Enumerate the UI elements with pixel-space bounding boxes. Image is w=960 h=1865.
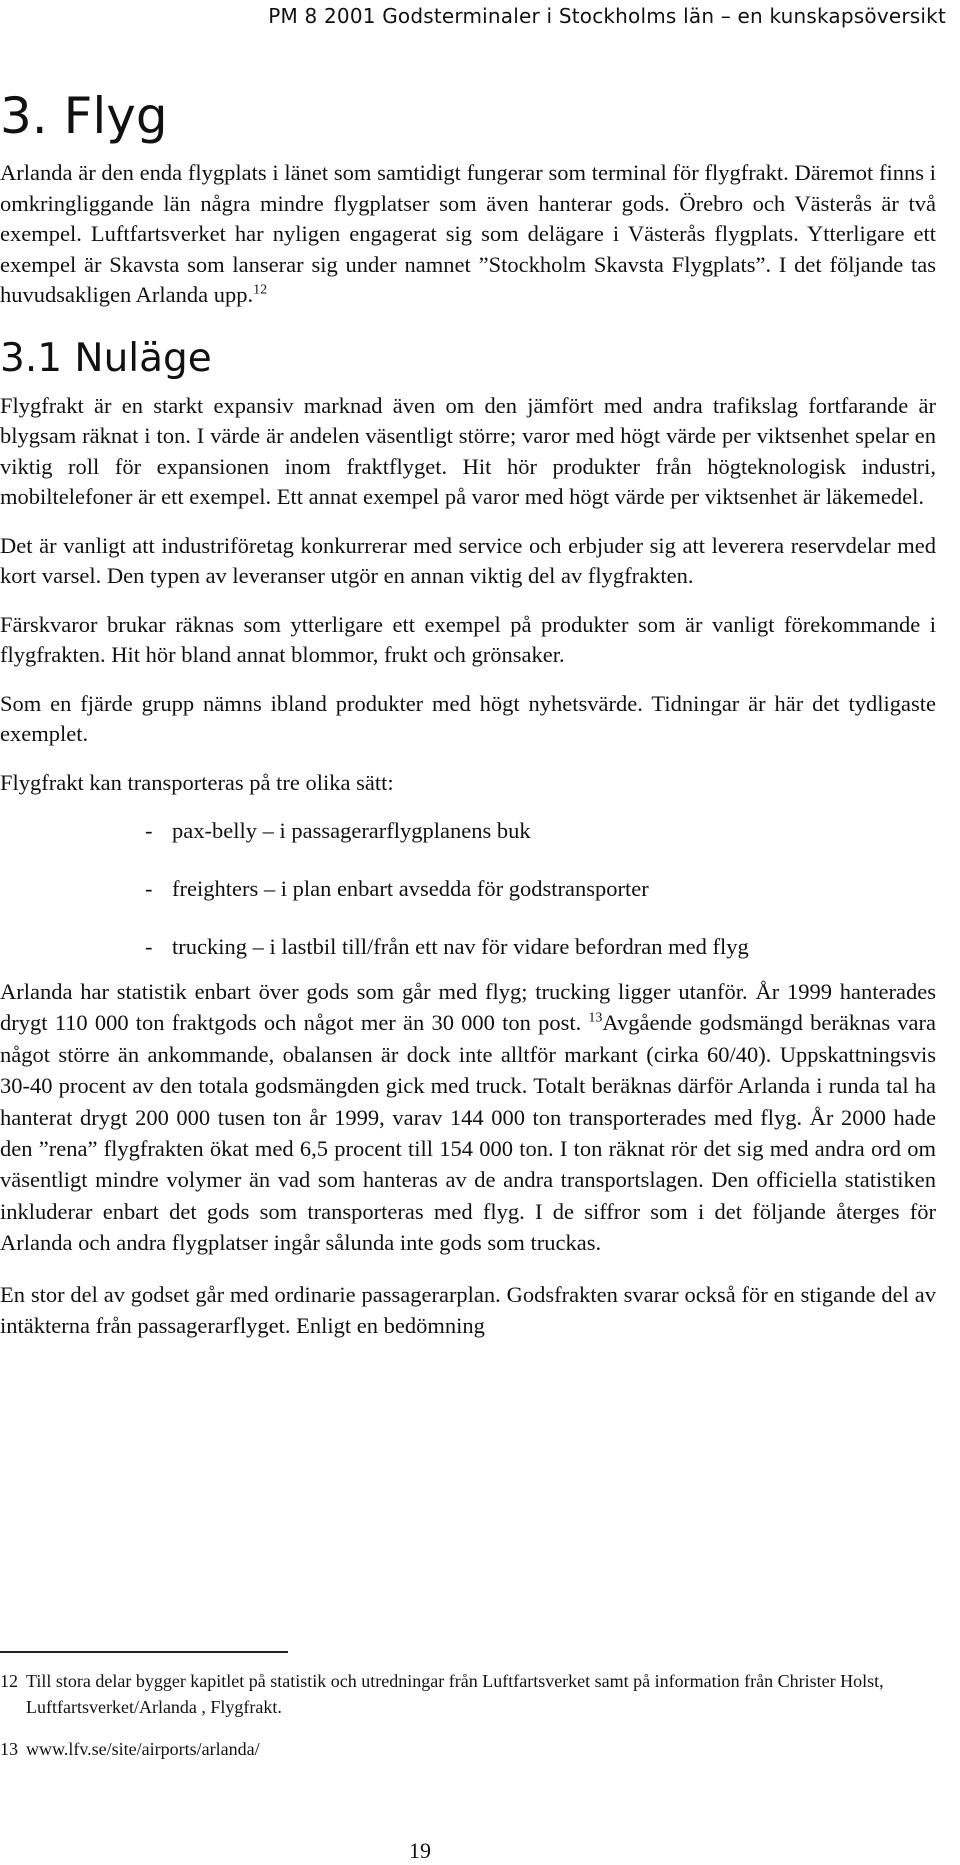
footnote-number: 13 bbox=[0, 1739, 18, 1759]
list-item-text: trucking – i lastbil till/från ett nav för vidare befordran med flyg bbox=[172, 934, 749, 959]
list-item-text: pax-belly – i passagerarflygplanens buk bbox=[172, 818, 531, 843]
footnote-divider bbox=[0, 1651, 288, 1653]
list-item bbox=[145, 860, 936, 918]
intro-text: Arlanda är den enda flygplats i länet som samtidigt fungerar som terminal för flygfrakt. Däremot finns i omkringliggande län några mindre flygplatser som även hanterar gods. Örebro och Västerås är två exempel. Luftfartsverket har nyligen engagerat sig som delägare i Västerås flygplats. Ytterligare ett exempel är Skavsta som lanserar sig under namnet ”Stockholm Skavsta Flygplats”. I det följande tas huvudsakligen Arlanda upp. bbox=[0, 160, 936, 307]
statistik-text-b: Avgående godsmängd beräknas vara något större än ankommande, obalansen är dock inte alltför markant (cirka 60/40). Uppskattningsvis 30-40 procent av den totala godsmängden gick med truck. Totalt beräknas därför Arlanda i runda tal ha hanterat drygt 200 000 tusen ton år 1999, varav 144 000 ton transporterades med flyg. År 2000 hade den ”rena” flygfrakten ökat med 6,5 procent till 154 000 ton. I ton räknat rör det sig med andra ord om väsentligt mindre volymer än vad som hanteras av de andra transportslagen. Den officiella statistiken inkluderar enbart det gods som transporteras med flyg. I de siffror som i det följande återges för Arlanda och andra flygplatser ingår sålunda inte gods som truckas. bbox=[0, 1010, 936, 1256]
intro-paragraph bbox=[0, 158, 936, 311]
footnote-text: Till stora delar bygger kapitlet på statistik och utredningar från Luftfartsverket samt på information från Christer Holst, Luftfartsverket/Arlanda , Flygfrakt. bbox=[26, 1671, 884, 1717]
paragraph-industriforetag: Det är vanligt att industriföretag konkurrerar med service och erbjuder sig att leverera reservdelar med kort varsel. Den typen av leveranser utgör en annan viktig del av flygfrakten. bbox=[0, 532, 936, 588]
list-item-text: freighters – i plan enbart avsedda för godstransporter bbox=[172, 876, 649, 901]
paragraph-transportsatt-intro: Flygfrakt kan transporteras på tre olika sätt: bbox=[0, 769, 394, 795]
running-header: PM 8 2001 Godsterminaler i Stockholms län – en kunskapsöversikt bbox=[268, 4, 946, 28]
statistik-text-a: Arlanda har statistik enbart över gods som går med flyg; trucking ligger utanför. År 1999 hanterades drygt 110 000 ton fraktgods och något mer än 30 000 ton post. bbox=[0, 979, 936, 1036]
transport-methods-list bbox=[0, 802, 936, 976]
footnote-13 bbox=[0, 1736, 900, 1762]
list-item bbox=[145, 918, 936, 976]
footnote-ref-13[interactable]: 13 bbox=[588, 1010, 603, 1026]
list-dash: - bbox=[145, 876, 153, 901]
page-number: 19 bbox=[409, 1838, 431, 1863]
chapter-title: 3. Flyg bbox=[0, 87, 168, 145]
paragraph-fjarde-grupp: Som en fjärde grupp nämns ibland produkter med högt nyhetsvärde. Tidningar är här det tydligaste exemplet. bbox=[0, 690, 936, 746]
footnote-ref-12[interactable]: 12 bbox=[253, 282, 268, 298]
footnotes bbox=[0, 1668, 900, 1762]
list-item bbox=[145, 802, 936, 860]
section-title: 3.1 Nuläge bbox=[0, 335, 212, 381]
footnote-number: 12 bbox=[0, 1671, 18, 1691]
list-dash: - bbox=[145, 818, 153, 843]
paragraph-arlanda-statistik bbox=[0, 976, 936, 1259]
page-content bbox=[0, 84, 936, 1341]
footnote-link[interactable]: www.lfv.se/site/airports/arlanda/ bbox=[26, 1739, 260, 1759]
list-dash: - bbox=[145, 934, 153, 959]
footnote-12 bbox=[0, 1668, 900, 1720]
paragraph-farskvaror: Färskvaror brukar räknas som ytterligare ett exempel på produkter som är vanligt förekommande i flygfrakten. Hit hör bland annat blommor, frukt och grönsaker. bbox=[0, 611, 936, 667]
paragraph-passagerarplan: En stor del av godset går med ordinarie passagerarplan. Godsfrakten svarar också för en stigande del av intäkterna från passagerarflyget. Enligt en bedömning bbox=[0, 1281, 936, 1339]
paragraph-flygfrakt-expansiv: Flygfrakt är en starkt expansiv marknad även om den jämfört med andra trafikslag fortfarande är blygsam räknat i ton. I värde är andelen väsentligt större; varor med högt värde per viktsenhet spelar en viktig roll för expansionen inom fraktflyget. Hit hör produkter från högteknologisk industri, mobiltelefoner är ett exempel. Ett annat exempel på varor med högt värde per viktsenhet är läkemedel. bbox=[0, 392, 936, 509]
